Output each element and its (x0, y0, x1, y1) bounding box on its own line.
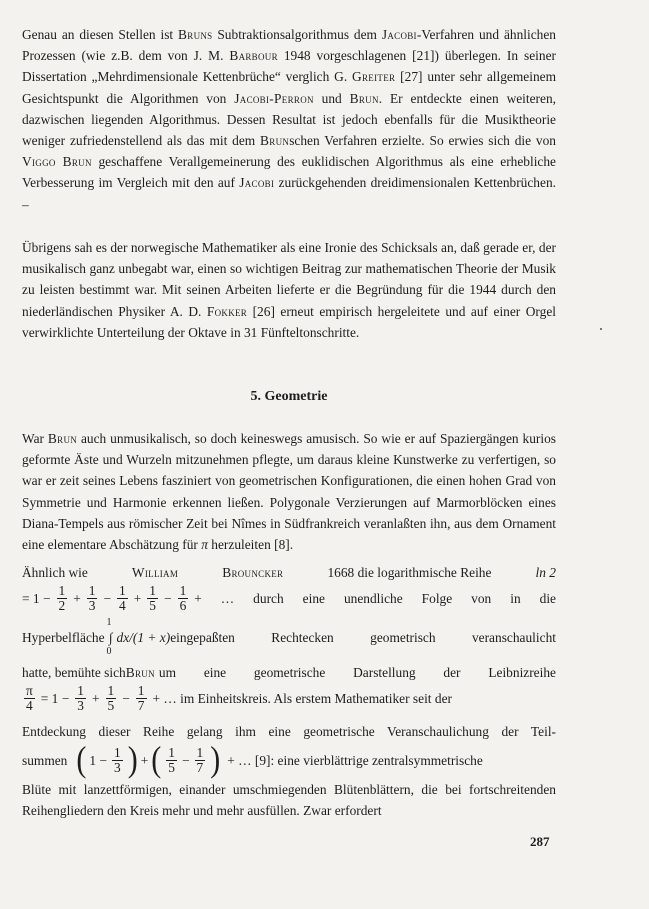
text: hatte, bemühte sich (22, 665, 126, 680)
denominator: 5 (168, 759, 175, 775)
scan-speck (600, 328, 602, 330)
numerator: 1 (196, 744, 204, 760)
formula-leibniz-series (22, 684, 556, 713)
line-partial-sums: Entdeckung dieser Reihe gelang ihm eine geometrische Veranschaulichung der Teil- (22, 724, 556, 739)
numerator: 1 (114, 744, 121, 760)
numerator: 1 (137, 683, 145, 698)
denominator: 3 (88, 598, 96, 613)
left-paren: ( (76, 739, 87, 780)
paragraph-irony (22, 237, 556, 343)
integrand: dx/(1 + x) (116, 630, 171, 645)
text: Übrigens sah es der norwegische Mathematiker als eine Ironie des Schicksals an, daß gerade er, der musikalisch ganz unbegabt war, einen so wichtigen Beitrag zur mathematischen Theorie der Musik zu leisten bestimmt war. Mit seinen Arbeiten lieferte er die Begründung für die 1944 durch den niederländischen Physiker A. D. (22, 240, 556, 319)
numerator: 1 (88, 583, 96, 598)
text: [27] unter sehr allgemeinem Gesichtspunkt die Algorithmen von (22, 69, 556, 106)
text: 1 − (89, 752, 107, 768)
text: = 1 − (40, 691, 70, 706)
integral-sign: ∫ (108, 630, 113, 645)
numerator: 1 (58, 583, 66, 598)
author-name: Jacobi-Perron (234, 90, 314, 106)
left-paren: ( (151, 739, 162, 780)
operator: + (133, 591, 142, 606)
paragraph-algorithms (22, 24, 556, 215)
author-name: Bruns (178, 27, 213, 42)
denominator: 4 (119, 598, 126, 613)
operator: + (91, 691, 100, 706)
denominator: 2 (58, 598, 66, 613)
page-number: 287 (530, 834, 550, 849)
text: . Er entdeckte einen weiteren, dazwischen liegenden Algorithmus. Dessen Resultat ist jedoch ebenfalls für die Musiktheorie weniger zufriedenstellend als das mit dem (22, 90, 557, 149)
fraction (178, 584, 189, 613)
right-paren: ) (210, 739, 221, 780)
author-name: Barbour (229, 48, 278, 64)
author-name: William (131, 565, 179, 580)
paragraph-geometry (22, 428, 556, 555)
fraction (106, 684, 117, 713)
fraction (87, 584, 98, 613)
fraction (166, 746, 177, 775)
fraction (117, 584, 128, 613)
integral (105, 617, 117, 657)
fraction (112, 746, 123, 775)
integral-lower-limit: 0 (106, 646, 112, 657)
fraction (75, 684, 86, 713)
operator: − (122, 691, 130, 706)
operator: − (181, 752, 190, 768)
text: War (22, 431, 48, 446)
text: = 1 − (22, 591, 51, 606)
line-leibniz-intro (22, 662, 556, 683)
text: [26] erneut empirisch hergeleitete und auf einer Orgel verwirklichte Unterteilung der Oktave in 31 Fünfteltonschritte. (22, 303, 557, 340)
denominator: 3 (114, 759, 121, 775)
operator: + (73, 591, 81, 606)
author-name: Brun (125, 665, 155, 680)
numerator: 1 (107, 683, 115, 698)
text: schen Verfahren erzielte. So erwies sich die von (289, 133, 556, 149)
denominator: 3 (77, 698, 84, 713)
text: + … durch eine unendliche Folge von in die (194, 591, 556, 606)
operator: + (140, 752, 149, 768)
operator: − (103, 591, 112, 606)
author-name: Brun (260, 133, 290, 149)
author-name: Brun (47, 431, 78, 446)
line-brouncker (22, 562, 556, 583)
author-name: Fokker (206, 303, 248, 319)
fraction (24, 684, 35, 713)
operator: − (164, 591, 172, 606)
fraction (147, 584, 158, 613)
numerator: π (26, 683, 33, 698)
text: + … [9]: eine vierblättrige zentralsymmetrische (227, 752, 483, 768)
denominator: 5 (149, 598, 156, 613)
text: 1948 vorgeschlagenen [21]) überlegen. In seiner Dissertation „Mehrdimensionale Kettenbrüche“ verglich G. (22, 48, 556, 85)
text: Hyperbelfläche (22, 630, 105, 645)
text: Genau an diesen Stellen ist (22, 27, 179, 42)
author-name: Jacobi (381, 27, 417, 42)
text: summen (22, 752, 68, 768)
section-heading: 5. Geometrie (250, 389, 328, 404)
fraction (195, 746, 206, 775)
fraction (136, 684, 147, 713)
numerator: 1 (77, 683, 84, 698)
denominator: 7 (196, 759, 204, 775)
formula-partial-sums (22, 739, 556, 780)
line-hyperbola (22, 617, 556, 657)
denominator: 5 (107, 698, 115, 713)
denominator: 7 (137, 698, 145, 713)
text: Subtraktionsalgorithmus dem (212, 27, 382, 42)
fraction (57, 584, 68, 613)
text: eingepaßten Rechtecken geometrisch veranschaulicht (170, 630, 556, 645)
text: 1668 die logarithmische Reihe (327, 565, 492, 580)
pi-symbol: π (201, 537, 208, 553)
text: geschaffene Verallgemeinerung des euklidischen Algorithmus als eine erhebliche Verbesserung im Vergleich mit den auf (22, 154, 557, 191)
numerator: 1 (168, 744, 175, 760)
text: und (313, 90, 350, 106)
right-paren: ) (127, 739, 138, 780)
text: auch unmusikalisch, so doch keineswegs amusisch. So wie er auf Spaziergängen kurios geformte Äste und Wurzeln mitzunehmen pflegte, um daraus kleine Kunstwerke zu verfertigen, so war er zeit seines Lebens fasziniert von geometrischen Konfigurationen, die einen hohen Grad von Symmetrie und Harmonie erkennen ließen. Polygonale Verzierungen auf Marmorblöcken eines Diana-Tempels aus römischer Zeit bei Nîmes in Südfrankreich veranlaßten ihn, aus dem Ornament eine elementare Abschätzung für (22, 431, 556, 553)
text: zurückgehenden dreidimensionalen Kettenbrüchen. – (22, 175, 556, 212)
author-name: Greiter (352, 69, 396, 85)
paragraph-blossom: Blüte mit lanzettförmigen, einander umschmiegenden Blütenblättern, die bei fortschreitenden Reihengliedern den Kreis mehr und mehr ausfüllen. Zwar erfordert (22, 782, 556, 819)
denominator: 4 (26, 698, 33, 713)
numerator: 1 (119, 583, 126, 598)
text: herzuleiten [8]. (207, 537, 294, 553)
text: + … im Einheitskreis. Als erstem Mathematiker seit der (152, 691, 452, 706)
integral-upper-limit: 1 (106, 617, 112, 628)
ln2-expression: ln 2 (535, 565, 556, 580)
denominator: 6 (179, 598, 187, 613)
formula-log-series (22, 584, 556, 613)
text: -Verfahren und ähnlichen Prozessen (wie z.B. dem von J. M. (22, 27, 556, 64)
author-name: Jacobi (239, 175, 275, 191)
numerator: 1 (179, 583, 187, 598)
author-name: Brun (349, 90, 379, 106)
numerator: 1 (149, 583, 156, 598)
text: um eine geometrische Darstellung der Leibnizreihe (158, 665, 556, 680)
author-name: Brouncker (222, 565, 284, 580)
author-name: Viggo Brun (22, 154, 92, 170)
text: Ähnlich wie (22, 565, 88, 580)
